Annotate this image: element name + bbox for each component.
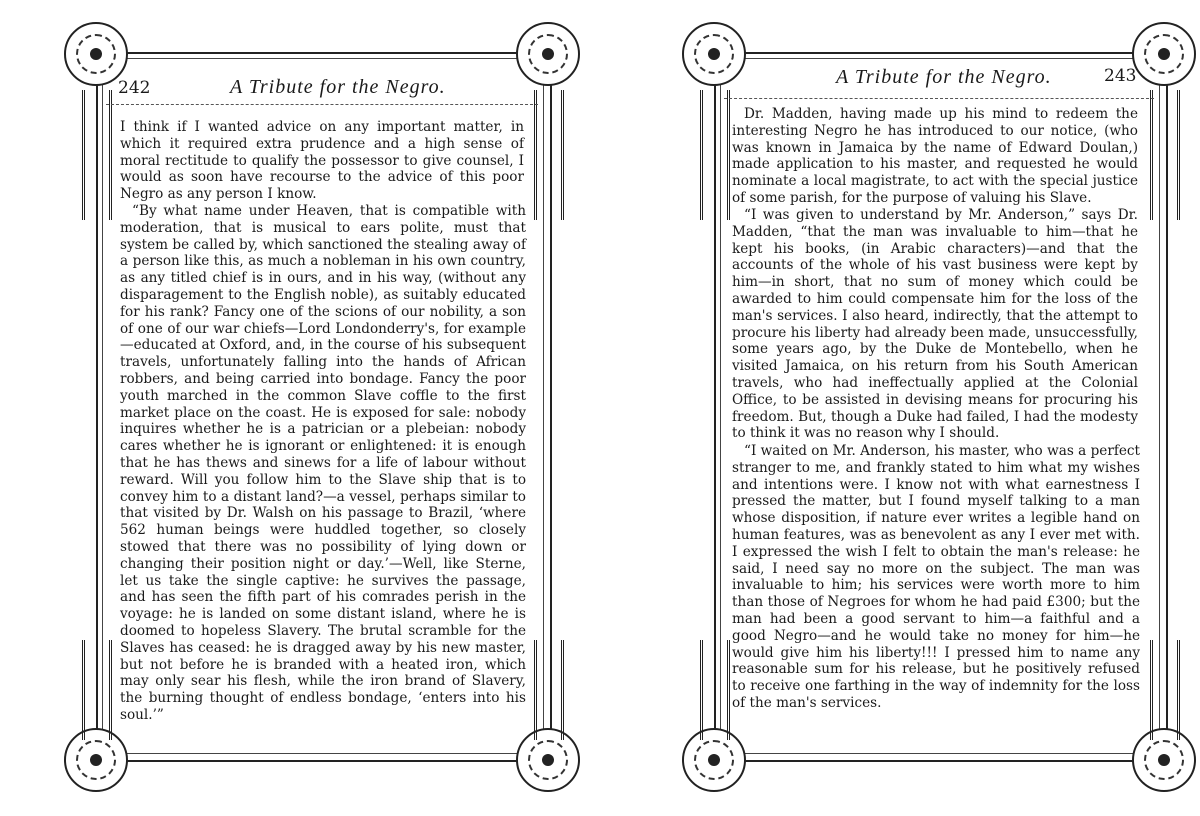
paragraph: “By what name under Heaven, that is compatible with moderation, that is musical to ears polite, must that system be called by, which sanctioned the stealing away of a person like this, as much a nobleman in his own country, as any titled chief is in ours, and in his way, (without any disparagement to the English noble), as suitably educated for his rank? Fancy one of the scions of our nobility, a son of one of our war chiefs—Lord Londonderry's, for example—educated at Oxford, and, in the course of his subsequent travels, unfortunately falling into the hands of African robbers, and being carried into bondage. Fancy the poor youth marched in the common Slave coffle to the first market place on the coast. He is exposed for sale: nobody inquires whether he is a patrician or a plebeian: nobody cares whether he is ignorant or enlightened: it is enough that he has thews and sinews for a life of labour without reward. Will you follow him to the Slave ship that is to convey him to a distant land?—a vessel, perhaps similar to that visited by Dr. Walsh on his passage to Brazil, ‘where 562 human beings were huddled together, so closely stowed that there was no possibility of lying down or changing their position night or day.’—Well, like Sterne, let us take the single captive: he survives the passage, and has seen the fifth part of his comrades perish in the voyage: he is landed on some distant island, where he is doomed to hopeless Slavery. The brutal scramble for the Slaves has ceased: he is dragged away by his new master, but not before he is branded with a heated iron, which may only sear his flesh, while the iron brand of Slavery, the burning thought of endless bondage, ‘enters into his soul.’”: [120, 203, 526, 723]
side-scroll-ornament-icon: [700, 640, 730, 740]
paragraph: “I was given to understand by Mr. Anderson,” says Dr. Madden, “that the man was invaluable to him—that he kept his books, (in Arabic characters)—and that the accounts of the whole of his vast business were kept by him—in short, that no sum of money which could be awarded to him could compensate him for the loss of the man's services. I also heard, indirectly, that the attempt to procure his liberty had already been made, unsuccessfully, some years ago, by the Duke de Montebello, when he visited Jamaica, on his return from his South American travels, who had ineffectually applied at the Colonial Office, to be assisted in devising means for procuring his freedom. But, though a Duke had failed, I had the modesty to think it was no reason why I should.: [732, 207, 1138, 442]
running-title: A Tribute for the Negro.: [230, 76, 446, 98]
running-title: A Tribute for the Negro.: [836, 66, 1052, 88]
page-number: 243: [1104, 66, 1137, 86]
right-page: [600, 0, 1200, 816]
page-number: 242: [118, 78, 151, 98]
paragraph: I think if I wanted advice on any important matter, in which it required extra prudence and a high sense of moral rectitude to qualify the possessor to give counsel, I would as soon have recourse to the advice of this poor Negro as any person I know.: [120, 119, 524, 203]
header-rule: [724, 98, 1154, 99]
paragraph: “I waited on Mr. Anderson, his master, who was a perfect stranger to me, and frankly stated to him what my wishes and intentions were. I know not with what earnestness I pressed the matter, but I found myself talking to a man whose disposition, if nature ever writes a legible hand on human features, was as benevolent as any I ever met with. I expressed the wish I felt to obtain the man's release: he said, I need say no more on the subject. The man was invaluable to him; his services were worth more to him than those of Negroes for whom he had paid £300; but the man had been a good servant to him—a faithful and a good Negro—and he would take no money for him—he would give him his liberty!!! I pressed him to name any reasonable sum for his release, but he positively refused to receive one farthing in the way of indemnity for the loss of the man's services.: [732, 443, 1140, 711]
side-scroll-ornament-icon: [82, 90, 112, 220]
side-scroll-ornament-icon: [82, 640, 112, 740]
side-scroll-ornament-icon: [1150, 90, 1180, 220]
corner-ornament-icon: [516, 22, 580, 86]
side-scroll-ornament-icon: [1150, 640, 1180, 740]
corner-ornament-icon: [682, 22, 746, 86]
side-scroll-ornament-icon: [534, 90, 564, 220]
corner-ornament-icon: [1132, 22, 1196, 86]
header-rule: [106, 104, 538, 105]
corner-ornament-icon: [64, 22, 128, 86]
side-scroll-ornament-icon: [534, 640, 564, 740]
side-scroll-ornament-icon: [700, 90, 730, 220]
paragraph: Dr. Madden, having made up his mind to redeem the interesting Negro he has introduced to our notice, (who was known in Jamaica by the name of Edward Doulan,) made application to his master, and requested he would nominate a local magistrate, to act with the special justice of some parish, for the purpose of valuing his Slave.: [732, 106, 1138, 206]
